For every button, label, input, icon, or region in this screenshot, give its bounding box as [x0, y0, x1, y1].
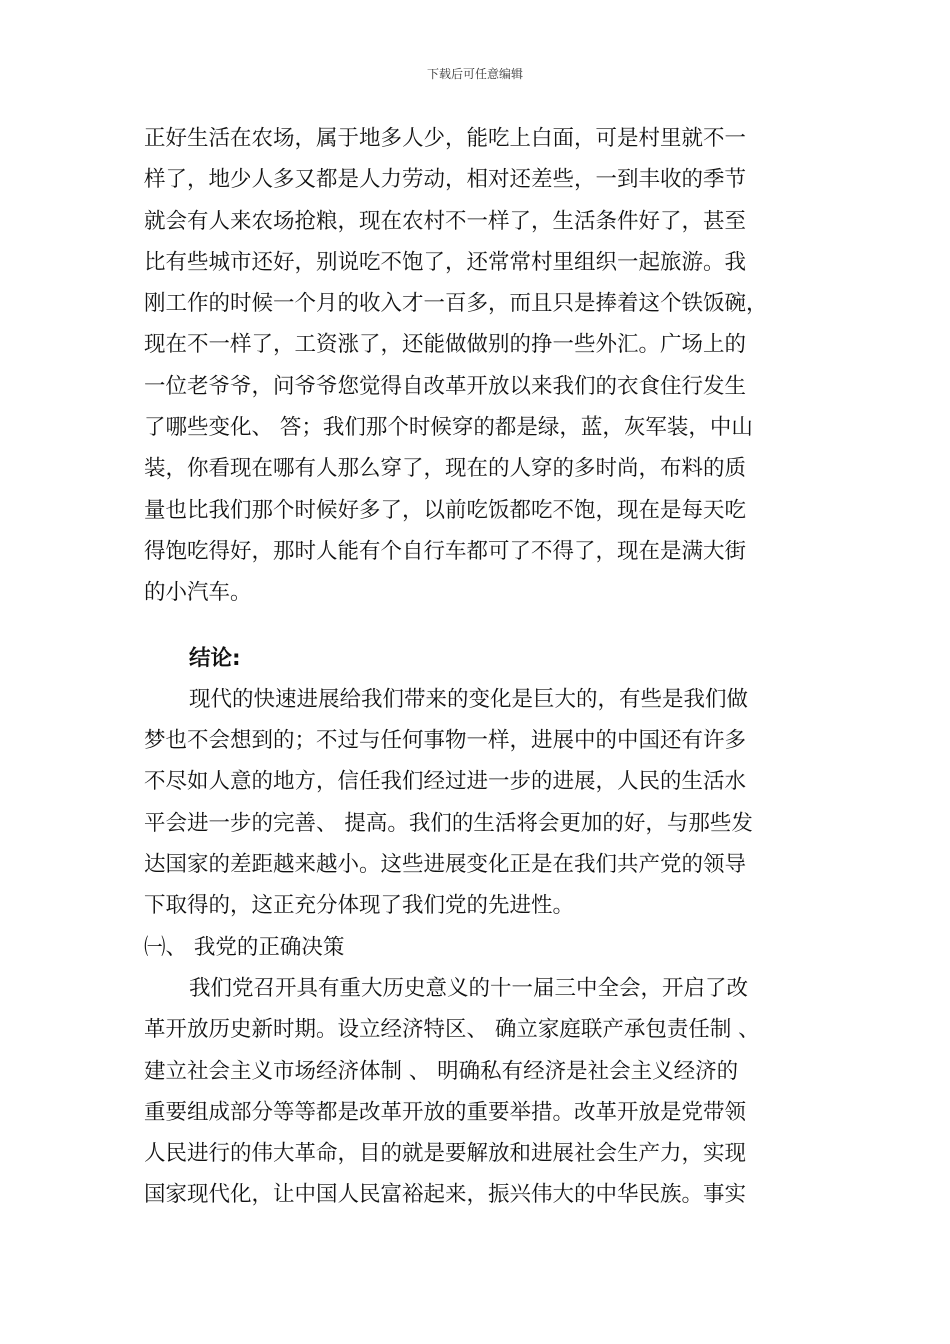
text-line: 现代的快速进展给我们带来的变化是巨大的，有些是我们做: [189, 686, 749, 712]
text-line: 一位老爷爷，问爷爷您觉得自改革开放以来我们的衣食住行发生: [144, 373, 747, 399]
text-line: 得饱吃得好，那时人能有个自行车都可了不得了，现在是满大街: [144, 538, 747, 564]
text-line: 人民进行的伟大革命，目的就是要解放和进展社会生产力，实现: [144, 1141, 747, 1167]
text-line: 重要组成部分等等都是改革开放的重要举措。改革开放是党带领: [144, 1099, 747, 1125]
paragraph-1: [144, 118, 808, 614]
text-line: 下取得的，这正充分体现了我们党的先进性。: [144, 893, 575, 919]
text-line: 比有些城市还好，别说吃不饱了，还常常村里组织一起旅游。我: [144, 249, 747, 275]
text-line: 平会进一步的完善、 提高。我们的生活将会更加的好，与那些发: [144, 810, 753, 836]
text-line: 了哪些变化、 答；我们那个时候穿的都是绿，蓝，灰军装，中山: [144, 415, 753, 441]
text-line: 梦也不会想到的；不过与任何事物一样，进展中的中国还有许多: [144, 728, 747, 754]
text-line: 我们党召开具有重大历史意义的十一届三中全会，开启了改: [189, 975, 749, 1001]
text-line: 现在不一样了，工资涨了，还能做做别的挣一些外汇。广场上的: [144, 332, 747, 358]
text-line: 刚工作的时候一个月的收入才一百多，而且只是捧着这个铁饭碗，: [144, 291, 768, 317]
section-heading: ㈠、 我党的正确决策: [144, 934, 345, 960]
text-line: 就会有人来农场抢粮，现在农村不一样了，生活条件好了，甚至: [144, 208, 747, 234]
text-line: 正好生活在农场，属于地多人少，能吃上白面，可是村里就不一: [144, 126, 747, 151]
conclusion-section: [144, 638, 808, 927]
text-line: 量也比我们那个时候好多了，以前吃饭都吃不饱，现在是每天吃: [144, 497, 747, 523]
text-line: 装，你看现在哪有人那么穿了，现在的人穿的多时尚，布料的质: [144, 456, 747, 482]
page-header: 下载后可任意编辑: [426, 67, 523, 81]
conclusion-heading: 结论:: [189, 645, 241, 671]
text-line: 建立社会主义市场经济体制 、 明确私有经济是社会主义经济的: [144, 1058, 739, 1084]
section-1: [144, 927, 808, 1216]
text-line: 达国家的差距越来越小。这些进展变化正是在我们共产党的领导: [144, 852, 747, 878]
paragraph-gap: [144, 614, 808, 638]
text-line: 的小汽车。: [144, 580, 252, 606]
document-body: [144, 118, 808, 1216]
text-line: 不尽如人意的地方，信任我们经过进一步的进展，人民的生活水: [144, 769, 747, 795]
text-line: 样了，地少人多又都是人力劳动，相对还差些，一到丰收的季节: [144, 167, 747, 193]
text-line: 革开放历史新时期。设立经济特区、 确立家庭联产承包责任制 、: [144, 1017, 760, 1043]
text-line: 国家现代化，让中国人民富裕起来，振兴伟大的中华民族。事实: [144, 1182, 747, 1208]
